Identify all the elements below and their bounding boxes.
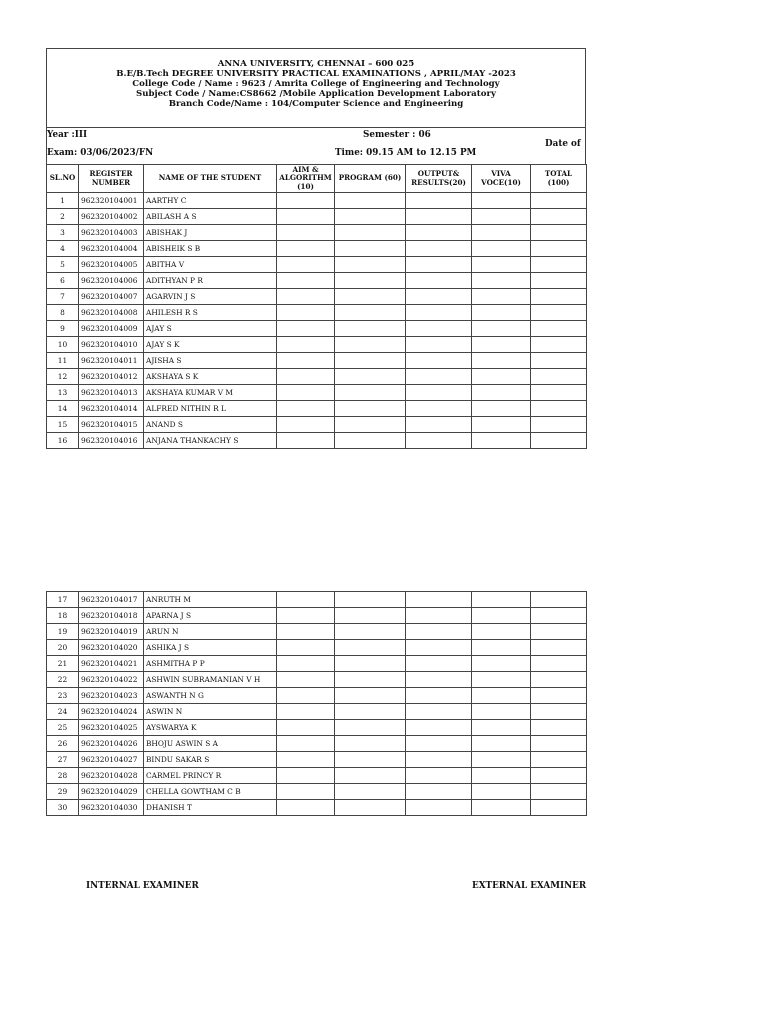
sl-no-cell: 16: [47, 433, 79, 449]
sl-no-cell: 26: [47, 736, 79, 752]
student-name-cell: BINDU SAKAR S: [144, 752, 277, 768]
register-number-cell: 962320104026: [79, 736, 144, 752]
sl-no-cell: 21: [47, 656, 79, 672]
total-mark-cell[interactable]: [531, 752, 587, 768]
viva-voce-mark-cell[interactable]: [472, 640, 531, 656]
table-row: [47, 273, 587, 289]
viva-voce-mark-cell[interactable]: [472, 736, 531, 752]
sl-no-cell: 18: [47, 608, 79, 624]
col-viva-voce: VIVA VOCE(10): [472, 165, 531, 193]
total-mark-cell[interactable]: [531, 289, 587, 305]
table-row: [47, 640, 587, 656]
aim-algorithm-mark-cell[interactable]: [277, 401, 335, 417]
register-number-cell: 962320104003: [79, 225, 144, 241]
output-results-mark-cell[interactable]: [406, 401, 472, 417]
aim-algorithm-mark-cell[interactable]: [277, 768, 335, 784]
total-mark-cell[interactable]: [531, 720, 587, 736]
program-mark-cell[interactable]: [335, 241, 406, 257]
total-mark-cell[interactable]: [531, 369, 587, 385]
student-name-cell: AARTHY C: [144, 193, 277, 209]
viva-voce-mark-cell[interactable]: [472, 672, 531, 688]
table-row: [47, 209, 587, 225]
aim-algorithm-mark-cell[interactable]: [277, 672, 335, 688]
aim-algorithm-mark-cell[interactable]: [277, 209, 335, 225]
output-results-mark-cell[interactable]: [406, 273, 472, 289]
viva-voce-mark-cell[interactable]: [472, 193, 531, 209]
student-name-cell: AJAY S K: [144, 337, 277, 353]
student-name-cell: ALFRED NITHIN R L: [144, 401, 277, 417]
aim-algorithm-mark-cell[interactable]: [277, 417, 335, 433]
table-row: [47, 257, 587, 273]
student-name-cell: ABILASH A S: [144, 209, 277, 225]
output-results-mark-cell[interactable]: [406, 720, 472, 736]
student-name-cell: CARMEL PRINCY R: [144, 768, 277, 784]
aim-algorithm-mark-cell[interactable]: [277, 433, 335, 449]
output-results-mark-cell[interactable]: [406, 241, 472, 257]
marks-table-2: [46, 591, 587, 816]
output-results-mark-cell[interactable]: [406, 640, 472, 656]
register-number-cell: 962320104019: [79, 624, 144, 640]
output-results-mark-cell[interactable]: [406, 768, 472, 784]
sl-no-cell: 1: [47, 193, 79, 209]
table-row: [47, 720, 587, 736]
student-name-cell: BHOJU ASWIN S A: [144, 736, 277, 752]
output-results-mark-cell[interactable]: [406, 592, 472, 608]
register-number-cell: 962320104027: [79, 752, 144, 768]
program-mark-cell[interactable]: [335, 752, 406, 768]
program-mark-cell[interactable]: [335, 656, 406, 672]
aim-algorithm-mark-cell[interactable]: [277, 736, 335, 752]
table-row: [47, 704, 587, 720]
aim-algorithm-mark-cell[interactable]: [277, 752, 335, 768]
register-number-cell: 962320104007: [79, 289, 144, 305]
viva-voce-mark-cell[interactable]: [472, 209, 531, 225]
register-number-cell: 962320104023: [79, 688, 144, 704]
aim-algorithm-mark-cell[interactable]: [277, 784, 335, 800]
register-number-cell: 962320104004: [79, 241, 144, 257]
total-mark-cell[interactable]: [531, 784, 587, 800]
total-mark-cell[interactable]: [531, 273, 587, 289]
aim-algorithm-mark-cell[interactable]: [277, 321, 335, 337]
total-mark-cell[interactable]: [531, 305, 587, 321]
output-results-mark-cell[interactable]: [406, 353, 472, 369]
aim-algorithm-mark-cell[interactable]: [277, 193, 335, 209]
table-row: [47, 736, 587, 752]
table-row: [47, 321, 587, 337]
total-mark-cell[interactable]: [531, 704, 587, 720]
viva-voce-mark-cell[interactable]: [472, 337, 531, 353]
output-results-mark-cell[interactable]: [406, 257, 472, 273]
aim-algorithm-mark-cell[interactable]: [277, 800, 335, 816]
register-number-cell: 962320104016: [79, 433, 144, 449]
output-results-mark-cell[interactable]: [406, 672, 472, 688]
table-row: [47, 592, 587, 608]
register-number-cell: 962320104015: [79, 417, 144, 433]
student-name-cell: ASHWIN SUBRAMANIAN V H: [144, 672, 277, 688]
viva-voce-mark-cell[interactable]: [472, 433, 531, 449]
program-mark-cell[interactable]: [335, 225, 406, 241]
table-row: [47, 193, 587, 209]
student-name-cell: ANJANA THANKACHY S: [144, 433, 277, 449]
aim-algorithm-mark-cell[interactable]: [277, 624, 335, 640]
col-register-number: REGISTER NUMBER: [79, 165, 144, 193]
table-row: [47, 337, 587, 353]
student-name-cell: ARUN N: [144, 624, 277, 640]
output-results-mark-cell[interactable]: [406, 433, 472, 449]
output-results-mark-cell[interactable]: [406, 800, 472, 816]
output-results-mark-cell[interactable]: [406, 688, 472, 704]
table-row: [47, 417, 587, 433]
table-row: [47, 433, 587, 449]
table-row: [47, 241, 587, 257]
total-mark-cell[interactable]: [531, 592, 587, 608]
program-mark-cell[interactable]: [335, 257, 406, 273]
register-number-cell: 962320104002: [79, 209, 144, 225]
program-mark-cell[interactable]: [335, 321, 406, 337]
viva-voce-mark-cell[interactable]: [472, 385, 531, 401]
viva-voce-mark-cell[interactable]: [472, 241, 531, 257]
sl-no-cell: 14: [47, 401, 79, 417]
output-results-mark-cell[interactable]: [406, 736, 472, 752]
aim-algorithm-mark-cell[interactable]: [277, 608, 335, 624]
total-mark-cell[interactable]: [531, 193, 587, 209]
viva-voce-mark-cell[interactable]: [472, 608, 531, 624]
total-mark-cell[interactable]: [531, 624, 587, 640]
mark-sheet: [46, 48, 586, 449]
register-number-cell: 962320104008: [79, 305, 144, 321]
table-row: [47, 800, 587, 816]
table-row: [47, 225, 587, 241]
aim-algorithm-mark-cell[interactable]: [277, 353, 335, 369]
program-mark-cell[interactable]: [335, 784, 406, 800]
output-results-mark-cell[interactable]: [406, 289, 472, 305]
table-row: [47, 656, 587, 672]
table-row: [47, 752, 587, 768]
student-name-cell: AKSHAYA S K: [144, 369, 277, 385]
output-results-mark-cell[interactable]: [406, 193, 472, 209]
table-row: [47, 608, 587, 624]
sl-no-cell: 12: [47, 369, 79, 385]
register-number-cell: 962320104028: [79, 768, 144, 784]
program-mark-cell[interactable]: [335, 385, 406, 401]
sl-no-cell: 3: [47, 225, 79, 241]
total-mark-cell[interactable]: [531, 257, 587, 273]
program-mark-cell[interactable]: [335, 608, 406, 624]
student-name-cell: ANRUTH M: [144, 592, 277, 608]
col-output-results: OUTPUT& RESULTS(20): [406, 165, 472, 193]
viva-voce-mark-cell[interactable]: [472, 752, 531, 768]
total-mark-cell[interactable]: [531, 800, 587, 816]
table-row: [47, 784, 587, 800]
exam-date-label: Exam: 03/06/2023/FN: [47, 148, 154, 158]
sl-no-cell: 30: [47, 800, 79, 816]
output-results-mark-cell[interactable]: [406, 321, 472, 337]
viva-voce-mark-cell[interactable]: [472, 656, 531, 672]
output-results-mark-cell[interactable]: [406, 784, 472, 800]
program-mark-cell[interactable]: [335, 624, 406, 640]
sl-no-cell: 13: [47, 385, 79, 401]
viva-voce-mark-cell[interactable]: [472, 768, 531, 784]
sl-no-cell: 5: [47, 257, 79, 273]
output-results-mark-cell[interactable]: [406, 385, 472, 401]
total-mark-cell[interactable]: [531, 736, 587, 752]
viva-voce-mark-cell[interactable]: [472, 720, 531, 736]
student-name-cell: ABITHA V: [144, 257, 277, 273]
subject-line: Subject Code / Name:CS8662 /Mobile Application Development Laboratory: [136, 89, 496, 99]
student-name-cell: AYSWARYA K: [144, 720, 277, 736]
student-name-cell: ASHMITHA P P: [144, 656, 277, 672]
output-results-mark-cell[interactable]: [406, 225, 472, 241]
register-number-cell: 962320104022: [79, 672, 144, 688]
table-row: [47, 768, 587, 784]
sl-no-cell: 23: [47, 688, 79, 704]
total-mark-cell[interactable]: [531, 688, 587, 704]
viva-voce-mark-cell[interactable]: [472, 257, 531, 273]
viva-voce-mark-cell[interactable]: [472, 688, 531, 704]
total-mark-cell[interactable]: [531, 608, 587, 624]
exam-title: B.E/B.Tech DEGREE UNIVERSITY PRACTICAL EXAMINATIONS , APRIL/MAY -2023: [116, 69, 516, 79]
output-results-mark-cell[interactable]: [406, 369, 472, 385]
aim-algorithm-mark-cell[interactable]: [277, 640, 335, 656]
exam-header: [46, 48, 586, 127]
register-number-cell: 962320104018: [79, 608, 144, 624]
date-label: Date of: [545, 139, 581, 149]
program-mark-cell[interactable]: [335, 720, 406, 736]
table-row: [47, 385, 587, 401]
viva-voce-mark-cell[interactable]: [472, 273, 531, 289]
output-results-mark-cell[interactable]: [406, 656, 472, 672]
program-mark-cell[interactable]: [335, 401, 406, 417]
viva-voce-mark-cell[interactable]: [472, 784, 531, 800]
register-number-cell: 962320104013: [79, 385, 144, 401]
program-mark-cell[interactable]: [335, 193, 406, 209]
aim-algorithm-mark-cell[interactable]: [277, 225, 335, 241]
total-mark-cell[interactable]: [531, 209, 587, 225]
table-row: [47, 624, 587, 640]
register-number-cell: 962320104009: [79, 321, 144, 337]
sl-no-cell: 8: [47, 305, 79, 321]
program-mark-cell[interactable]: [335, 768, 406, 784]
student-name-cell: ASHIKA J S: [144, 640, 277, 656]
aim-algorithm-mark-cell[interactable]: [277, 241, 335, 257]
register-number-cell: 962320104006: [79, 273, 144, 289]
student-name-cell: ASWANTH N G: [144, 688, 277, 704]
aim-algorithm-mark-cell[interactable]: [277, 257, 335, 273]
total-mark-cell[interactable]: [531, 417, 587, 433]
register-number-cell: 962320104020: [79, 640, 144, 656]
total-mark-cell[interactable]: [531, 433, 587, 449]
total-mark-cell[interactable]: [531, 225, 587, 241]
col-student-name: NAME OF THE STUDENT: [144, 165, 277, 193]
sl-no-cell: 2: [47, 209, 79, 225]
output-results-mark-cell[interactable]: [406, 752, 472, 768]
sl-no-cell: 25: [47, 720, 79, 736]
table-row: [47, 369, 587, 385]
col-program: PROGRAM (60): [335, 165, 406, 193]
register-number-cell: 962320104024: [79, 704, 144, 720]
sl-no-cell: 15: [47, 417, 79, 433]
total-mark-cell[interactable]: [531, 241, 587, 257]
sl-no-cell: 9: [47, 321, 79, 337]
exam-info: [46, 127, 586, 164]
sl-no-cell: 29: [47, 784, 79, 800]
student-name-cell: ABISHEIK S B: [144, 241, 277, 257]
sl-no-cell: 28: [47, 768, 79, 784]
register-number-cell: 962320104017: [79, 592, 144, 608]
total-mark-cell[interactable]: [531, 656, 587, 672]
aim-algorithm-mark-cell[interactable]: [277, 688, 335, 704]
program-mark-cell[interactable]: [335, 800, 406, 816]
viva-voce-mark-cell[interactable]: [472, 225, 531, 241]
output-results-mark-cell[interactable]: [406, 305, 472, 321]
university-title: ANNA UNIVERSITY, CHENNAI – 600 025: [217, 59, 415, 69]
register-number-cell: 962320104030: [79, 800, 144, 816]
program-mark-cell[interactable]: [335, 369, 406, 385]
aim-algorithm-mark-cell[interactable]: [277, 305, 335, 321]
total-mark-cell[interactable]: [531, 640, 587, 656]
year-label: Year :III: [47, 130, 88, 140]
program-mark-cell[interactable]: [335, 704, 406, 720]
register-number-cell: 962320104021: [79, 656, 144, 672]
table-header-row: [47, 165, 587, 193]
total-mark-cell[interactable]: [531, 337, 587, 353]
sl-no-cell: 7: [47, 289, 79, 305]
student-name-cell: ABISHAK J: [144, 225, 277, 241]
aim-algorithm-mark-cell[interactable]: [277, 369, 335, 385]
program-mark-cell[interactable]: [335, 209, 406, 225]
student-name-cell: APARNA J S: [144, 608, 277, 624]
col-aim-algorithm: AIM & ALGORITHM (10): [277, 165, 335, 193]
program-mark-cell[interactable]: [335, 640, 406, 656]
viva-voce-mark-cell[interactable]: [472, 289, 531, 305]
total-mark-cell[interactable]: [531, 672, 587, 688]
viva-voce-mark-cell[interactable]: [472, 369, 531, 385]
program-mark-cell[interactable]: [335, 337, 406, 353]
sl-no-cell: 22: [47, 672, 79, 688]
sl-no-cell: 10: [47, 337, 79, 353]
viva-voce-mark-cell[interactable]: [472, 417, 531, 433]
student-name-cell: AJISHA S: [144, 353, 277, 369]
table-row: [47, 688, 587, 704]
table-row: [47, 401, 587, 417]
sl-no-cell: 20: [47, 640, 79, 656]
output-results-mark-cell[interactable]: [406, 417, 472, 433]
sl-no-cell: 24: [47, 704, 79, 720]
register-number-cell: 962320104005: [79, 257, 144, 273]
register-number-cell: 962320104029: [79, 784, 144, 800]
viva-voce-mark-cell[interactable]: [472, 401, 531, 417]
branch-line: Branch Code/Name : 104/Computer Science and Engineering: [168, 99, 464, 109]
total-mark-cell[interactable]: [531, 401, 587, 417]
viva-voce-mark-cell[interactable]: [472, 624, 531, 640]
marks-table-1: [46, 164, 587, 449]
register-number-cell: 962320104001: [79, 193, 144, 209]
student-name-cell: DHANISH T: [144, 800, 277, 816]
table-row: [47, 305, 587, 321]
total-mark-cell[interactable]: [531, 321, 587, 337]
program-mark-cell[interactable]: [335, 353, 406, 369]
total-mark-cell[interactable]: [531, 353, 587, 369]
total-mark-cell[interactable]: [531, 768, 587, 784]
aim-algorithm-mark-cell[interactable]: [277, 337, 335, 353]
output-results-mark-cell[interactable]: [406, 337, 472, 353]
register-number-cell: 962320104014: [79, 401, 144, 417]
program-mark-cell[interactable]: [335, 289, 406, 305]
program-mark-cell[interactable]: [335, 736, 406, 752]
sl-no-cell: 4: [47, 241, 79, 257]
program-mark-cell[interactable]: [335, 417, 406, 433]
sl-no-cell: 27: [47, 752, 79, 768]
output-results-mark-cell[interactable]: [406, 624, 472, 640]
semester-label: Semester : 06: [363, 130, 431, 140]
output-results-mark-cell[interactable]: [406, 209, 472, 225]
table-row: [47, 289, 587, 305]
sl-no-cell: 11: [47, 353, 79, 369]
output-results-mark-cell[interactable]: [406, 704, 472, 720]
register-number-cell: 962320104011: [79, 353, 144, 369]
output-results-mark-cell[interactable]: [406, 608, 472, 624]
aim-algorithm-mark-cell[interactable]: [277, 720, 335, 736]
sl-no-cell: 6: [47, 273, 79, 289]
register-number-cell: 962320104025: [79, 720, 144, 736]
student-name-cell: ANAND S: [144, 417, 277, 433]
aim-algorithm-mark-cell[interactable]: [277, 273, 335, 289]
total-mark-cell[interactable]: [531, 385, 587, 401]
program-mark-cell[interactable]: [335, 688, 406, 704]
viva-voce-mark-cell[interactable]: [472, 305, 531, 321]
student-name-cell: CHELLA GOWTHAM C B: [144, 784, 277, 800]
program-mark-cell[interactable]: [335, 592, 406, 608]
register-number-cell: 962320104010: [79, 337, 144, 353]
aim-algorithm-mark-cell[interactable]: [277, 289, 335, 305]
col-slno: SL.NO: [47, 165, 79, 193]
table-row: [47, 672, 587, 688]
sl-no-cell: 19: [47, 624, 79, 640]
student-name-cell: ADITHYAN P R: [144, 273, 277, 289]
program-mark-cell[interactable]: [335, 433, 406, 449]
viva-voce-mark-cell[interactable]: [472, 592, 531, 608]
student-name-cell: ASWIN N: [144, 704, 277, 720]
aim-algorithm-mark-cell[interactable]: [277, 592, 335, 608]
col-total: TOTAL (100): [531, 165, 587, 193]
program-mark-cell[interactable]: [335, 305, 406, 321]
viva-voce-mark-cell[interactable]: [472, 800, 531, 816]
student-name-cell: AGARVIN J S: [144, 289, 277, 305]
viva-voce-mark-cell[interactable]: [472, 353, 531, 369]
aim-algorithm-mark-cell[interactable]: [277, 656, 335, 672]
table-row: [47, 353, 587, 369]
time-label: Time: 09.15 AM to 12.15 PM: [335, 148, 477, 158]
internal-examiner-label: INTERNAL EXAMINER: [86, 881, 199, 891]
aim-algorithm-mark-cell[interactable]: [277, 385, 335, 401]
register-number-cell: 962320104012: [79, 369, 144, 385]
viva-voce-mark-cell[interactable]: [472, 704, 531, 720]
student-name-cell: AHILESH R S: [144, 305, 277, 321]
program-mark-cell[interactable]: [335, 273, 406, 289]
program-mark-cell[interactable]: [335, 672, 406, 688]
viva-voce-mark-cell[interactable]: [472, 321, 531, 337]
external-examiner-label: EXTERNAL EXAMINER: [472, 881, 587, 891]
sl-no-cell: 17: [47, 592, 79, 608]
student-name-cell: AJAY S: [144, 321, 277, 337]
student-name-cell: AKSHAYA KUMAR V M: [144, 385, 277, 401]
aim-algorithm-mark-cell[interactable]: [277, 704, 335, 720]
college-line: College Code / Name : 9623 / Amrita College of Engineering and Technology: [132, 79, 500, 89]
